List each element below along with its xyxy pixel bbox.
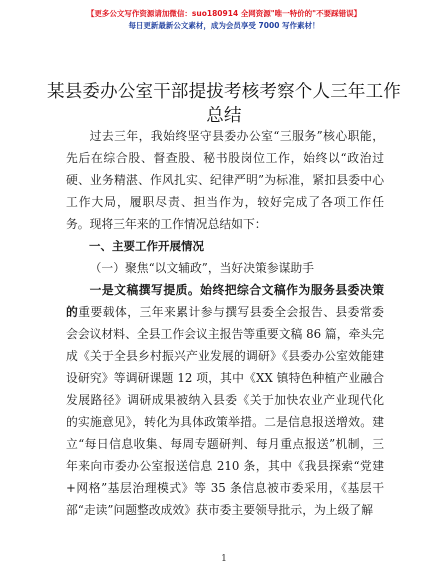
section-heading-1: 一、主要工作开展情况 <box>89 239 204 253</box>
intro-paragraph: 过去三年，我始终坚守县委办公室“三服务”核心职能，先后在综合股、督查股、秘书股岗位工作，始终以“政治过硬、业务精湛、作风扎实、纪律严明”为标准，紧扣县委中心工作大局，履职尽责、担当作为，较好完成了各项工作任务。现将三年来的工作情况总结如下： <box>66 129 384 231</box>
promo-banner-line-1: 【更多公文写作资源请加微信：suo180914 全网资源"唯一特价的"不要踩错误】 <box>86 9 362 18</box>
document-title: 某县委办公室干部提拔考核考察个人三年工作总结 <box>47 82 401 126</box>
paragraph-1-text: 重要载体，三年来累计参与撰写县委全会报告、县委常委会会议材料、全县工作会议主报告等重要文稿 86 篇，牵头完成《关于全县乡村振兴产业发展的调研》《县委办公室效能建设研究》等调研课题 12 项，其中《XX 镇特色种植产业融合发展路径》调研成果被纳入县委《关于加快农业产业现代化的实施意见》，转化为具体政策举措。二是信息报送增效。建立“每日信息收集、每周专题研判、每月重点报送”机制，三年来向市委办公室报送信息 210 条，其中《我县探索“党建+网格”基层治理模式》等 35 条信息被市委采用，《基层干部“走读”问题整改成效》获市委主要领导批示，为上级了解 <box>66 305 384 517</box>
subsection-heading-1: （一）聚焦“以文辅政”，当好决策参谋助手 <box>89 261 315 275</box>
paragraph-1 <box>66 279 384 521</box>
page-number: 1 <box>221 554 227 564</box>
promo-banner <box>0 8 448 32</box>
promo-banner-line-2: 每日更新最新公文素材，成为会员享受 7000 写作素材！ <box>128 21 320 30</box>
paragraph-1-lead: 一是文稿撰写提质。始终把综合文稿作为服务县委决策的 <box>66 283 384 319</box>
document-body <box>66 125 384 521</box>
